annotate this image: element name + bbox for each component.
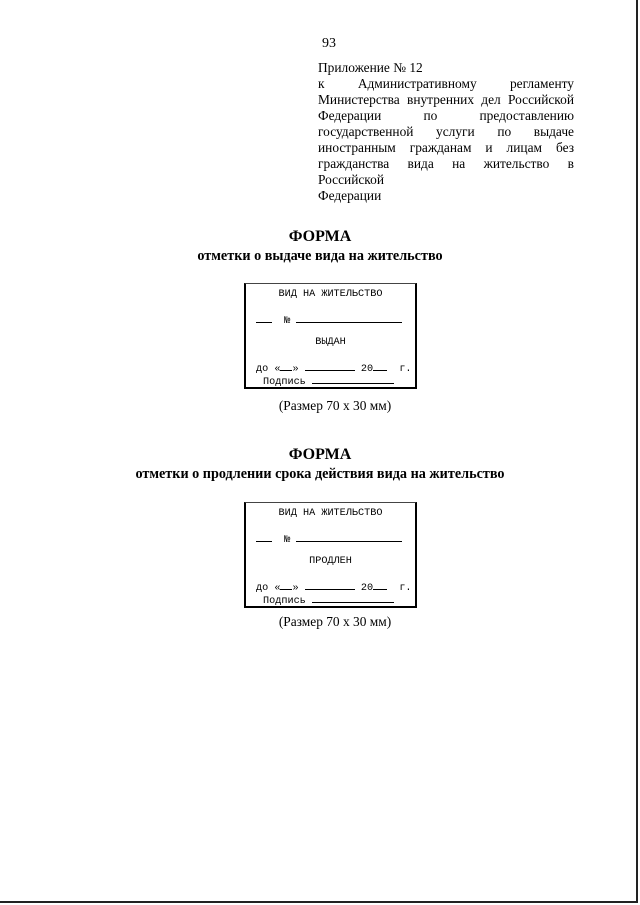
stamp-extended (244, 502, 417, 608)
number-sign: № (284, 535, 291, 546)
appendix-line: гражданства вида на жительство в Российской (318, 156, 574, 187)
month-blank (305, 361, 355, 371)
appendix-block (318, 60, 574, 204)
form-title: ФОРМА (288, 228, 352, 245)
size-note: (Размер 70 х 30 мм) (278, 614, 392, 629)
stamp-heading: ВИД НА ЖИТЕЛЬСТВО (278, 289, 383, 300)
stamp-signature-row: Подпись (263, 593, 415, 607)
day-blank (280, 580, 292, 590)
form-title: ФОРМА (288, 446, 352, 463)
appendix-line: к Административному регламенту (318, 76, 574, 91)
appendix-line: государственной услуги по выдаче (318, 124, 574, 139)
year-blank (373, 361, 387, 371)
size-note: (Размер 70 х 30 мм) (278, 398, 392, 413)
day-blank (280, 361, 292, 371)
stamp-signature-row: Подпись (263, 374, 415, 388)
stamp-status: ВЫДАН (315, 337, 346, 348)
number-sign: № (284, 316, 291, 327)
appendix-line: Федерации по предоставлению (318, 108, 574, 123)
stamp-heading: ВИД НА ЖИТЕЛЬСТВО (278, 508, 383, 519)
number-blank (296, 532, 402, 542)
appendix-line: Приложение № 12 (318, 60, 423, 75)
stamp-number-row (256, 532, 415, 546)
year-blank (373, 580, 387, 590)
month-blank (305, 580, 355, 590)
form-subtitle: отметки о выдаче вида на жительство (197, 248, 443, 264)
appendix-line: Министерства внутренних дел Российской (318, 92, 574, 107)
series-blank (256, 532, 272, 542)
stamp-status: ПРОДЛЕН (309, 556, 352, 567)
form-subtitle: отметки о продлении срока действия вида на жительство (135, 466, 505, 482)
signature-blank (312, 374, 394, 384)
stamp-number-row (256, 313, 415, 327)
page-number: 93 (322, 36, 336, 51)
number-blank (296, 313, 402, 323)
stamp-issued (244, 283, 417, 389)
stamp-until-row: до « » 20 г. (256, 580, 415, 594)
stamp-until-row: до « » 20 г. (256, 361, 415, 375)
appendix-line: иностранным гражданам и лицам без (318, 140, 574, 155)
series-blank (256, 313, 272, 323)
appendix-line: Федерации (318, 188, 382, 203)
signature-blank (312, 593, 394, 603)
